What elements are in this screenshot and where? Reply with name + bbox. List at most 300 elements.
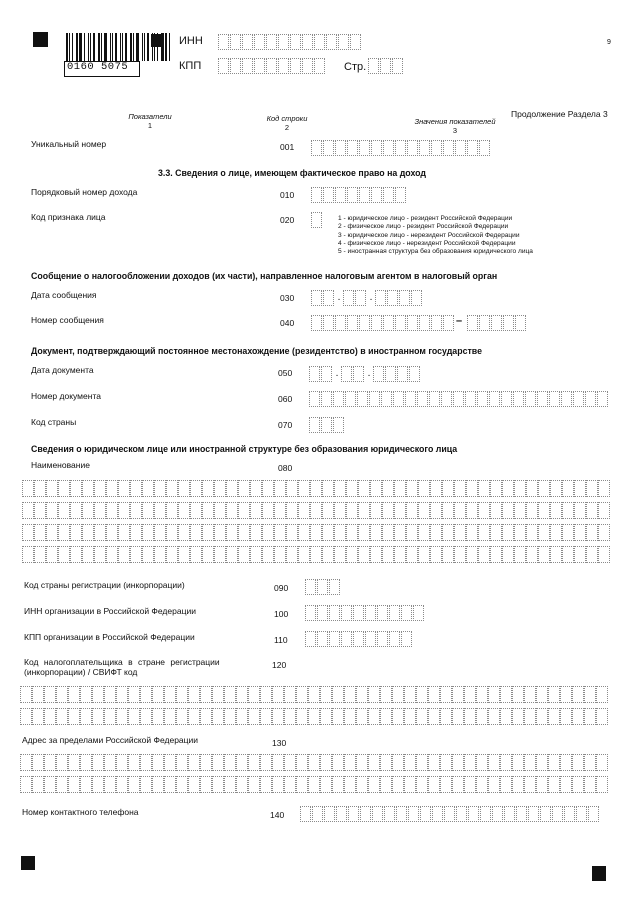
input-cell[interactable] (82, 480, 94, 497)
input-cell[interactable] (392, 708, 404, 725)
input-cell[interactable] (34, 502, 46, 519)
input-cell[interactable] (230, 58, 241, 74)
input-cell[interactable] (490, 546, 502, 563)
input-cell[interactable] (586, 480, 598, 497)
input-cell[interactable] (586, 524, 598, 541)
input-cell[interactable] (202, 502, 214, 519)
input-cell[interactable] (224, 776, 236, 793)
input-cell[interactable] (347, 315, 358, 331)
input-cell[interactable] (274, 480, 286, 497)
input-cell[interactable] (429, 391, 440, 407)
input-cell[interactable] (479, 315, 490, 331)
input-cell[interactable] (394, 502, 406, 519)
input-cell[interactable] (382, 502, 394, 519)
input-cell[interactable] (526, 546, 538, 563)
input-cell[interactable] (308, 754, 320, 771)
input-cell[interactable] (218, 58, 229, 74)
input-cell[interactable] (308, 776, 320, 793)
input-cell[interactable] (128, 708, 140, 725)
input-cell[interactable] (368, 776, 380, 793)
input-cell[interactable] (248, 776, 260, 793)
input-cell[interactable] (418, 524, 430, 541)
input-cell[interactable] (334, 546, 346, 563)
input-cell[interactable] (346, 546, 358, 563)
input-cell[interactable] (375, 290, 386, 306)
input-cell[interactable] (329, 605, 340, 621)
input-cell[interactable] (538, 524, 550, 541)
input-cell[interactable] (598, 502, 610, 519)
input-cell[interactable] (381, 391, 392, 407)
input-cell[interactable] (343, 290, 354, 306)
input-cell[interactable] (488, 754, 500, 771)
input-cell[interactable] (596, 776, 608, 793)
input-cell[interactable] (528, 806, 539, 822)
input-cell[interactable] (382, 546, 394, 563)
input-cell[interactable] (359, 140, 370, 156)
input-cell[interactable] (32, 686, 44, 703)
input-cell[interactable] (536, 686, 548, 703)
person-sign-field[interactable] (311, 212, 323, 228)
input-cell[interactable] (326, 34, 337, 50)
input-cell[interactable] (428, 686, 440, 703)
taxpayer-code-field-row-2[interactable] (20, 708, 608, 725)
input-cell[interactable] (82, 502, 94, 519)
input-cell[interactable] (525, 391, 536, 407)
input-cell[interactable] (454, 480, 466, 497)
input-cell[interactable] (296, 686, 308, 703)
input-cell[interactable] (298, 524, 310, 541)
input-cell[interactable] (214, 524, 226, 541)
input-cell[interactable] (368, 754, 380, 771)
input-cell[interactable] (502, 546, 514, 563)
name-field-row-4[interactable] (22, 546, 610, 563)
address-field-row-1[interactable] (20, 754, 608, 771)
input-cell[interactable] (428, 754, 440, 771)
input-cell[interactable] (128, 686, 140, 703)
input-cell[interactable] (202, 524, 214, 541)
input-cell[interactable] (514, 546, 526, 563)
input-cell[interactable] (512, 754, 524, 771)
input-cell[interactable] (490, 524, 502, 541)
input-cell[interactable] (348, 806, 359, 822)
input-cell[interactable] (321, 391, 332, 407)
input-cell[interactable] (404, 776, 416, 793)
input-cell[interactable] (34, 480, 46, 497)
input-cell[interactable] (584, 686, 596, 703)
input-cell[interactable] (588, 806, 599, 822)
input-cell[interactable] (166, 502, 178, 519)
input-cell[interactable] (332, 776, 344, 793)
input-cell[interactable] (452, 708, 464, 725)
input-cell[interactable] (431, 140, 442, 156)
input-cell[interactable] (104, 776, 116, 793)
input-cell[interactable] (453, 391, 464, 407)
input-cell[interactable] (440, 754, 452, 771)
input-cell[interactable] (452, 776, 464, 793)
input-cell[interactable] (442, 524, 454, 541)
input-cell[interactable] (32, 776, 44, 793)
input-cell[interactable] (537, 391, 548, 407)
input-cell[interactable] (46, 546, 58, 563)
input-cell[interactable] (524, 708, 536, 725)
input-cell[interactable] (356, 754, 368, 771)
input-cell[interactable] (320, 686, 332, 703)
input-cell[interactable] (44, 776, 56, 793)
input-cell[interactable] (536, 776, 548, 793)
country-code-field[interactable] (309, 417, 345, 433)
input-cell[interactable] (419, 315, 430, 331)
input-cell[interactable] (353, 605, 364, 621)
input-cell[interactable] (154, 546, 166, 563)
input-cell[interactable] (190, 502, 202, 519)
input-cell[interactable] (466, 546, 478, 563)
input-cell[interactable] (242, 34, 253, 50)
input-cell[interactable] (512, 686, 524, 703)
input-cell[interactable] (260, 754, 272, 771)
input-cell[interactable] (500, 754, 512, 771)
input-cell[interactable] (478, 524, 490, 541)
input-cell[interactable] (344, 754, 356, 771)
input-cell[interactable] (347, 187, 358, 203)
input-cell[interactable] (562, 502, 574, 519)
input-cell[interactable] (562, 480, 574, 497)
input-cell[interactable] (353, 366, 364, 382)
input-cell[interactable] (597, 391, 608, 407)
input-cell[interactable] (478, 546, 490, 563)
input-cell[interactable] (152, 686, 164, 703)
input-cell[interactable] (274, 546, 286, 563)
input-cell[interactable] (368, 686, 380, 703)
name-field-row-2[interactable] (22, 502, 610, 519)
input-cell[interactable] (238, 480, 250, 497)
input-cell[interactable] (70, 524, 82, 541)
input-cell[interactable] (310, 524, 322, 541)
input-cell[interactable] (272, 708, 284, 725)
input-cell[interactable] (58, 480, 70, 497)
input-cell[interactable] (154, 524, 166, 541)
input-cell[interactable] (395, 140, 406, 156)
input-cell[interactable] (130, 524, 142, 541)
input-cell[interactable] (335, 187, 346, 203)
input-cell[interactable] (200, 686, 212, 703)
input-cell[interactable] (384, 806, 395, 822)
input-cell[interactable] (226, 502, 238, 519)
input-cell[interactable] (358, 546, 370, 563)
input-cell[interactable] (58, 546, 70, 563)
input-cell[interactable] (466, 524, 478, 541)
input-cell[interactable] (538, 546, 550, 563)
input-cell[interactable] (248, 686, 260, 703)
input-cell[interactable] (305, 605, 316, 621)
input-cell[interactable] (501, 391, 512, 407)
input-cell[interactable] (466, 502, 478, 519)
input-cell[interactable] (80, 708, 92, 725)
input-cell[interactable] (298, 546, 310, 563)
input-cell[interactable] (416, 754, 428, 771)
input-cell[interactable] (382, 480, 394, 497)
input-cell[interactable] (338, 34, 349, 50)
input-cell[interactable] (94, 480, 106, 497)
input-cell[interactable] (290, 34, 301, 50)
input-cell[interactable] (455, 140, 466, 156)
input-cell[interactable] (344, 708, 356, 725)
input-cell[interactable] (176, 708, 188, 725)
input-cell[interactable] (359, 187, 370, 203)
input-cell[interactable] (370, 524, 382, 541)
input-cell[interactable] (106, 524, 118, 541)
input-cell[interactable] (332, 708, 344, 725)
input-cell[interactable] (106, 480, 118, 497)
input-cell[interactable] (456, 806, 467, 822)
input-cell[interactable] (371, 140, 382, 156)
input-cell[interactable] (118, 524, 130, 541)
input-cell[interactable] (377, 605, 388, 621)
input-cell[interactable] (142, 480, 154, 497)
input-cell[interactable] (465, 391, 476, 407)
input-cell[interactable] (574, 502, 586, 519)
input-cell[interactable] (260, 708, 272, 725)
input-cell[interactable] (383, 315, 394, 331)
input-cell[interactable] (480, 806, 491, 822)
input-cell[interactable] (549, 391, 560, 407)
input-cell[interactable] (130, 546, 142, 563)
input-cell[interactable] (298, 502, 310, 519)
input-cell[interactable] (128, 776, 140, 793)
input-cell[interactable] (401, 631, 412, 647)
input-cell[interactable] (538, 480, 550, 497)
input-cell[interactable] (188, 754, 200, 771)
input-cell[interactable] (562, 546, 574, 563)
input-cell[interactable] (58, 524, 70, 541)
input-cell[interactable] (202, 546, 214, 563)
input-cell[interactable] (236, 686, 248, 703)
input-cell[interactable] (56, 754, 68, 771)
input-cell[interactable] (548, 708, 560, 725)
input-cell[interactable] (368, 58, 379, 74)
input-cell[interactable] (464, 686, 476, 703)
input-cell[interactable] (380, 776, 392, 793)
input-cell[interactable] (242, 58, 253, 74)
input-cell[interactable] (404, 708, 416, 725)
input-cell[interactable] (248, 708, 260, 725)
input-cell[interactable] (46, 524, 58, 541)
input-cell[interactable] (212, 708, 224, 725)
input-cell[interactable] (178, 502, 190, 519)
input-cell[interactable] (274, 524, 286, 541)
name-field-row-3[interactable] (22, 524, 610, 541)
input-cell[interactable] (464, 754, 476, 771)
registration-country-field[interactable] (305, 579, 341, 595)
input-cell[interactable] (116, 686, 128, 703)
input-cell[interactable] (311, 315, 322, 331)
input-cell[interactable] (346, 524, 358, 541)
input-cell[interactable] (46, 480, 58, 497)
input-cell[interactable] (152, 754, 164, 771)
input-cell[interactable] (152, 776, 164, 793)
input-cell[interactable] (596, 686, 608, 703)
input-cell[interactable] (80, 686, 92, 703)
input-cell[interactable] (128, 754, 140, 771)
input-cell[interactable] (300, 806, 311, 822)
input-cell[interactable] (394, 524, 406, 541)
input-cell[interactable] (370, 546, 382, 563)
input-cell[interactable] (22, 524, 34, 541)
input-cell[interactable] (514, 480, 526, 497)
input-cell[interactable] (540, 806, 551, 822)
input-cell[interactable] (68, 776, 80, 793)
input-cell[interactable] (584, 754, 596, 771)
input-cell[interactable] (22, 480, 34, 497)
kpp-field[interactable] (218, 58, 326, 74)
input-cell[interactable] (476, 776, 488, 793)
input-cell[interactable] (309, 366, 320, 382)
input-cell[interactable] (416, 686, 428, 703)
input-cell[interactable] (373, 366, 384, 382)
input-cell[interactable] (322, 502, 334, 519)
input-cell[interactable] (94, 546, 106, 563)
input-cell[interactable] (286, 546, 298, 563)
input-cell[interactable] (214, 546, 226, 563)
message-date-field[interactable] (311, 290, 423, 306)
input-cell[interactable] (214, 502, 226, 519)
input-cell[interactable] (94, 502, 106, 519)
input-cell[interactable] (164, 686, 176, 703)
input-cell[interactable] (314, 58, 325, 74)
input-cell[interactable] (596, 754, 608, 771)
input-cell[interactable] (408, 806, 419, 822)
input-cell[interactable] (314, 34, 325, 50)
input-cell[interactable] (550, 524, 562, 541)
input-cell[interactable] (302, 58, 313, 74)
input-cell[interactable] (272, 754, 284, 771)
input-cell[interactable] (371, 315, 382, 331)
input-cell[interactable] (226, 524, 238, 541)
input-cell[interactable] (176, 776, 188, 793)
input-cell[interactable] (516, 806, 527, 822)
input-cell[interactable] (476, 708, 488, 725)
input-cell[interactable] (405, 391, 416, 407)
input-cell[interactable] (452, 686, 464, 703)
input-cell[interactable] (116, 708, 128, 725)
input-cell[interactable] (467, 315, 478, 331)
input-cell[interactable] (444, 806, 455, 822)
input-cell[interactable] (394, 546, 406, 563)
taxpayer-code-field-row-1[interactable] (20, 686, 608, 703)
input-cell[interactable] (118, 502, 130, 519)
input-cell[interactable] (512, 776, 524, 793)
inn-field[interactable] (218, 34, 362, 50)
input-cell[interactable] (560, 686, 572, 703)
input-cell[interactable] (212, 686, 224, 703)
input-cell[interactable] (118, 480, 130, 497)
page-field[interactable] (368, 58, 404, 74)
input-cell[interactable] (92, 686, 104, 703)
input-cell[interactable] (574, 480, 586, 497)
input-cell[interactable] (178, 524, 190, 541)
input-cell[interactable] (416, 776, 428, 793)
input-cell[interactable] (380, 754, 392, 771)
input-cell[interactable] (404, 686, 416, 703)
input-cell[interactable] (411, 290, 422, 306)
input-cell[interactable] (442, 546, 454, 563)
input-cell[interactable] (526, 480, 538, 497)
input-cell[interactable] (323, 140, 334, 156)
input-cell[interactable] (224, 754, 236, 771)
input-cell[interactable] (32, 708, 44, 725)
input-cell[interactable] (284, 686, 296, 703)
input-cell[interactable] (68, 754, 80, 771)
input-cell[interactable] (118, 546, 130, 563)
input-cell[interactable] (526, 524, 538, 541)
input-cell[interactable] (576, 806, 587, 822)
input-cell[interactable] (212, 776, 224, 793)
input-cell[interactable] (413, 605, 424, 621)
input-cell[interactable] (515, 315, 526, 331)
input-cell[interactable] (176, 754, 188, 771)
input-cell[interactable] (490, 502, 502, 519)
input-cell[interactable] (56, 686, 68, 703)
input-cell[interactable] (489, 391, 500, 407)
input-cell[interactable] (358, 524, 370, 541)
input-cell[interactable] (346, 502, 358, 519)
input-cell[interactable] (190, 546, 202, 563)
input-cell[interactable] (142, 524, 154, 541)
input-cell[interactable] (514, 502, 526, 519)
input-cell[interactable] (140, 686, 152, 703)
input-cell[interactable] (20, 708, 32, 725)
input-cell[interactable] (152, 708, 164, 725)
input-cell[interactable] (598, 546, 610, 563)
input-cell[interactable] (154, 480, 166, 497)
input-cell[interactable] (428, 708, 440, 725)
input-cell[interactable] (116, 754, 128, 771)
input-cell[interactable] (350, 34, 361, 50)
input-cell[interactable] (500, 686, 512, 703)
input-cell[interactable] (80, 754, 92, 771)
input-cell[interactable] (536, 754, 548, 771)
input-cell[interactable] (56, 708, 68, 725)
input-cell[interactable] (334, 524, 346, 541)
input-cell[interactable] (142, 502, 154, 519)
input-cell[interactable] (440, 686, 452, 703)
input-cell[interactable] (478, 502, 490, 519)
input-cell[interactable] (430, 546, 442, 563)
input-cell[interactable] (404, 754, 416, 771)
input-cell[interactable] (262, 502, 274, 519)
input-cell[interactable] (68, 708, 80, 725)
input-cell[interactable] (188, 686, 200, 703)
input-cell[interactable] (226, 480, 238, 497)
input-cell[interactable] (396, 806, 407, 822)
input-cell[interactable] (380, 686, 392, 703)
input-cell[interactable] (333, 391, 344, 407)
input-cell[interactable] (332, 754, 344, 771)
input-cell[interactable] (44, 686, 56, 703)
input-cell[interactable] (56, 776, 68, 793)
input-cell[interactable] (334, 480, 346, 497)
input-cell[interactable] (94, 524, 106, 541)
input-cell[interactable] (359, 315, 370, 331)
input-cell[interactable] (140, 754, 152, 771)
input-cell[interactable] (311, 290, 322, 306)
input-cell[interactable] (278, 58, 289, 74)
input-cell[interactable] (502, 502, 514, 519)
message-number-suffix-field[interactable] (467, 315, 527, 331)
input-cell[interactable] (341, 605, 352, 621)
input-cell[interactable] (178, 480, 190, 497)
input-cell[interactable] (226, 546, 238, 563)
input-cell[interactable] (238, 546, 250, 563)
